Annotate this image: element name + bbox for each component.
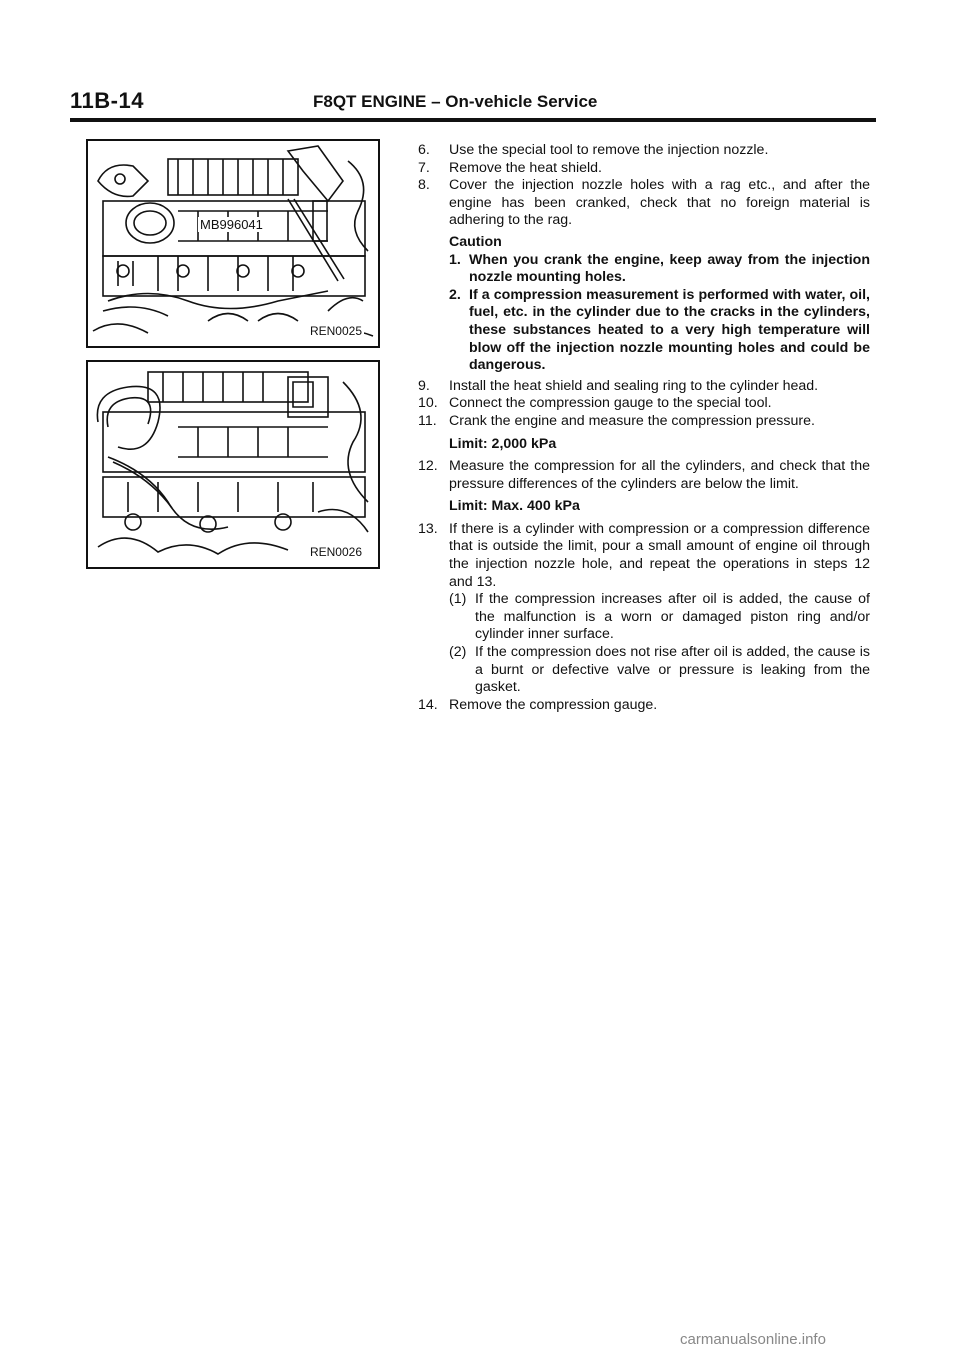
step-text: Remove the compression gauge. (449, 696, 658, 713)
sub-step-number: (2) (449, 644, 467, 661)
engine-illustration-1 (88, 141, 378, 346)
caution-title: Caution (449, 233, 502, 250)
sub-step (449, 644, 870, 697)
caution-number: 2. (449, 286, 461, 303)
page-header (70, 88, 876, 118)
engine-figure-1 (86, 139, 380, 348)
step-11 (418, 413, 870, 453)
limit-value: Limit: Max. 400 kPa (449, 498, 580, 515)
step-text: Use the special tool to remove the injection nozzle. (449, 142, 769, 158)
page-number: 11B-14 (70, 88, 144, 113)
step-14 (418, 697, 870, 715)
step-number: 8. (418, 177, 430, 194)
step-12 (418, 458, 870, 516)
figure-code: REN0025 (309, 324, 362, 338)
step-number: 14. (418, 696, 438, 713)
step-text: Crank the engine and measure the compression pressure. (449, 412, 815, 429)
step-number: 9. (418, 377, 430, 394)
step-text: Connect the compression gauge to the special tool. (449, 395, 772, 412)
caution-text: When you crank the engine, keep away from the injection nozzle mounting holes. (469, 251, 870, 286)
caution-item (449, 252, 870, 287)
step-number: 13. (418, 520, 438, 537)
limit-value: Limit: 2,000 kPa (449, 435, 557, 452)
engine-illustration-2 (88, 362, 378, 567)
step-7 (418, 160, 870, 178)
step-text: Cover the injection nozzle holes with a rag etc., and after the engine has been cranked, check that no foreign material is adhering to the rag. (449, 177, 870, 229)
caution-item (449, 287, 870, 375)
step-text: Install the heat shield and sealing ring to the cylinder head. (449, 377, 819, 394)
caution-number: 1. (449, 251, 461, 268)
step-number: 11. (418, 412, 437, 429)
step-8 (418, 177, 870, 230)
engine-figure-2 (86, 360, 380, 569)
caution-text: If a compression measurement is performed with water, oil, fuel, etc. in the cylinder due to the cracks in the cylinders, these substances heated to a very high temperature will blow off the injection nozzle mounting holes and could be dangerous. (469, 286, 870, 374)
header-rule (70, 118, 876, 122)
section-title: F8QT ENGINE – On-vehicle Service (313, 92, 598, 111)
sub-step-number: (1) (449, 591, 467, 608)
step-text: Remove the heat shield. (449, 159, 603, 176)
watermark: carmanualsonline.info (680, 1331, 826, 1348)
step-number: 10. (418, 395, 438, 412)
special-tool-label: MB996041 (200, 217, 263, 232)
step-10 (418, 395, 870, 413)
step-number: 12. (418, 458, 438, 475)
caution-block (418, 234, 870, 375)
step-number: 7. (418, 159, 430, 176)
step-13 (418, 521, 870, 697)
step-number: 6. (418, 142, 430, 158)
step-6 (418, 142, 870, 160)
sub-step-text: If the compression does not rise after oil is added, the cause is a burnt or defective valve or pressure is leaking from the gasket. (475, 644, 870, 696)
figure-code: REN0026 (309, 545, 362, 559)
sub-step-text: If the compression increases after oil is added, the cause of the malfunction is a worn or damaged piston ring and/or cylinder inner surface. (475, 591, 870, 643)
sub-step (449, 591, 870, 644)
step-text: If there is a cylinder with compression or a compression difference that is outside the limit, pour a small amount of engine oil through the injection nozzle hole, and repeat the operations in steps 12 and 13. (449, 520, 870, 590)
step-9 (418, 378, 870, 396)
step-text: Measure the compression for all the cylinders, and check that the pressure differences of the cylinders are below the limit. (449, 458, 870, 492)
procedure-text (418, 142, 870, 714)
